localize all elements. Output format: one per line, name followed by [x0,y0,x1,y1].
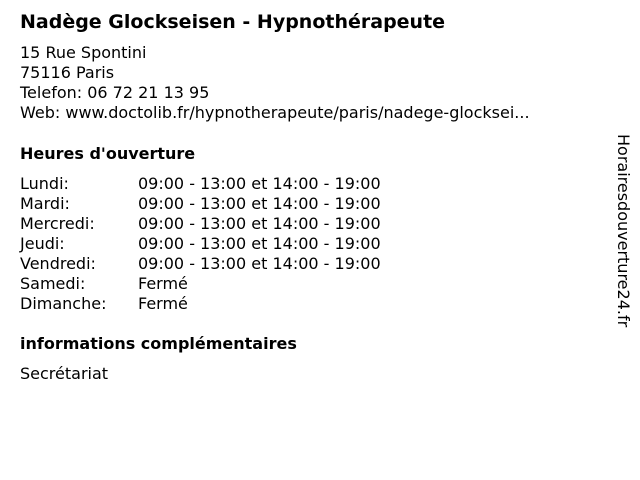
hours-day: Vendredi: [20,254,96,273]
additional-info-heading: informations complémentaires [20,334,297,353]
hours-time: 09:00 - 13:00 et 14:00 - 19:00 [138,254,381,273]
hours-time: 09:00 - 13:00 et 14:00 - 19:00 [138,234,381,253]
site-watermark: Horairesdouverture24.fr [614,134,633,328]
hours-day: Mercredi: [20,214,95,233]
street-address: 15 Rue Spontini [20,43,147,62]
hours-day: Samedi: [20,274,86,293]
phone-number: Telefon: 06 72 21 13 95 [20,83,210,102]
hours-day: Mardi: [20,194,70,213]
additional-info-text: Secrétariat [20,364,109,383]
hours-time: 09:00 - 13:00 et 14:00 - 19:00 [138,214,381,233]
hours-day: Lundi: [20,174,69,193]
hours-time: Fermé [138,274,188,293]
page-title: Nadège Glockseisen - Hypnothérapeute [20,11,446,33]
hours-day: Dimanche: [20,294,107,313]
website-link[interactable]: Web: www.doctolib.fr/hypnotherapeute/paris/nadege-glocksei... [20,103,530,122]
opening-hours-heading: Heures d'ouverture [20,144,196,163]
hours-time: 09:00 - 13:00 et 14:00 - 19:00 [138,174,381,193]
city-address: 75116 Paris [20,63,115,82]
hours-time: Fermé [138,294,188,313]
address-block [20,43,530,123]
hours-time: 09:00 - 13:00 et 14:00 - 19:00 [138,194,381,213]
hours-day: Jeudi: [20,234,65,253]
